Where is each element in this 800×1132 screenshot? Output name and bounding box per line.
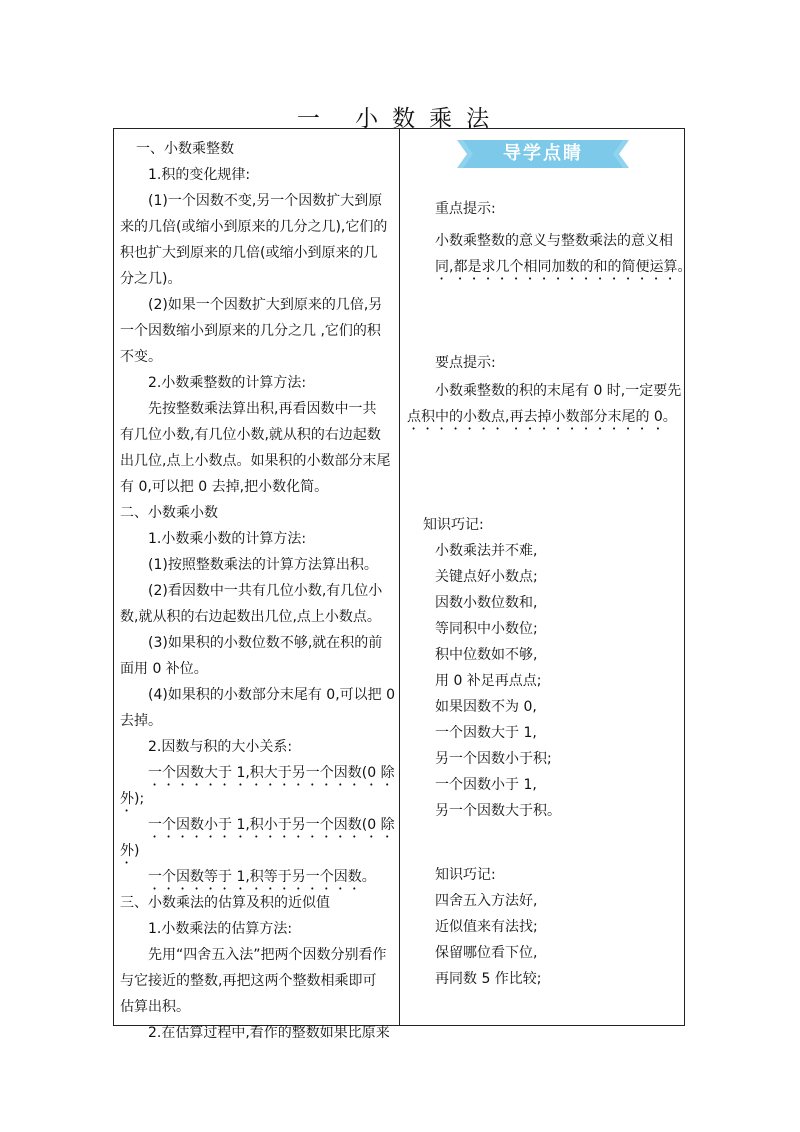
text-line: 分之几)。 [120, 271, 182, 287]
text-line: (2)看因数中一共有几位小数,有几位小 [148, 583, 383, 599]
section-heading: 一、小数乘整数 [136, 141, 234, 157]
subheading: 1.积的变化规律: [148, 167, 251, 183]
memo-label: 知识巧记: [423, 517, 484, 533]
memo-line: 积中位数如不够, [435, 647, 538, 663]
memo-line: 保留哪位看下位, [435, 945, 538, 961]
text-line: 出几位,点上小数点。如果积的小数部分末尾 [120, 453, 391, 469]
guide-banner [455, 138, 631, 170]
memo-line: 如果因数不为 0, [435, 699, 537, 715]
text-line: (3)如果积的小数位数不够,就在积的前 [148, 635, 383, 651]
memo-line: 另一个因数小于积; [435, 751, 552, 767]
banner-title: 导学点睛 [503, 143, 583, 164]
page-title: 一 小数乘法 [296, 106, 504, 132]
text-line: 不变。 [120, 349, 162, 365]
subheading: 2.小数乘整数的计算方法: [148, 375, 307, 391]
text-line: 有 0,可以把 0 去掉,把小数化简。 [120, 479, 329, 495]
emphasis-line: 同,都是求几个相同加数的和的简便运算。 [435, 259, 692, 275]
text-line: 小数乘整数的意义与整数乘法的意义相 [435, 233, 673, 249]
emphasis-line: 一个因数等于 1,积等于另一个因数。 [148, 869, 376, 885]
column-divider [399, 128, 400, 1026]
subheading: 1.小数乘小数的计算方法: [148, 531, 307, 547]
memo-line: 四舍五入方法好, [435, 893, 538, 909]
emphasis-line: 一个因数大于 1,积大于另一个因数(0 除 [148, 765, 395, 781]
section-heading: 三、小数乘法的估算及积的近似值 [120, 895, 330, 911]
point-tip-label: 要点提示: [435, 355, 496, 371]
subheading: 1.小数乘法的估算方法: [148, 921, 293, 937]
text-line: 来的几倍(或缩小到原来的几分之几),它们的 [120, 219, 388, 235]
memo-line: 一个因数大于 1, [435, 725, 537, 741]
memo-line: 近似值来有法找; [435, 919, 538, 935]
emphasis-line: 外) [120, 843, 140, 859]
text-line: 数,就从积的右边起数出几位,点上小数点。 [120, 609, 381, 625]
text-line: (1)一个因数不变,另一个因数扩大到原 [148, 193, 383, 209]
memo-line: 小数乘法并不难, [435, 543, 538, 559]
text-line: 面用 0 补位。 [120, 661, 208, 677]
memo-line: 另一个因数大于积。 [435, 803, 561, 819]
memo-line: 关键点好小数点; [435, 569, 538, 585]
text-line: 积也扩大到原来的几倍(或缩小到原来的几 [120, 245, 378, 261]
text-line: 与它接近的整数,再把这两个整数相乘即可 [120, 973, 377, 989]
text-line: (1)按照整数乘法的计算方法算出积。 [148, 557, 378, 573]
emphasis-line: 一个因数小于 1,积小于另一个因数(0 除 [148, 817, 395, 833]
section-heading: 二、小数乘小数 [120, 505, 218, 521]
memo-line: 因数小数位数和, [435, 595, 538, 611]
text-line: 有几位小数,有几位小数,就从积的右边起数 [120, 427, 381, 443]
right-column [405, 136, 692, 992]
text-line: 小数乘整数的积的末尾有 0 时,一定要先 [435, 383, 682, 399]
key-tip-label: 重点提示: [435, 201, 496, 217]
memo-line: 等同积中小数位; [435, 621, 538, 637]
text-line: 先用“四舍五入法”把两个因数分别看作 [148, 947, 387, 963]
text-line: (4)如果积的小数部分末尾有 0,可以把 0 [148, 687, 395, 703]
text-line: 去掉。 [120, 713, 162, 729]
text-line: 估算出积。 [120, 999, 190, 1015]
text-line: (2)如果一个因数扩大到原来的几倍,另 [148, 297, 383, 313]
left-column [118, 136, 394, 1046]
memo-line: 一个因数小于 1, [435, 777, 537, 793]
text-line: 先按整数乘法算出积,再看因数中一共 [148, 401, 377, 417]
memo-line: 用 0 补足再点点; [435, 673, 542, 689]
emphasis-line: 点积中的小数点,再去掉小数部分末尾的 0。 [407, 409, 677, 425]
subheading: 2.因数与积的大小关系: [148, 739, 293, 755]
text-line: 一个因数缩小到原来的几分之几 ,它们的积 [120, 323, 381, 339]
emphasis-line: 外); [120, 791, 145, 807]
memo-line: 再同数 5 作比较; [435, 971, 542, 987]
memo-label: 知识巧记: [435, 867, 496, 883]
text-line: 2.在估算过程中,看作的整数如果比原来 [148, 1025, 390, 1041]
